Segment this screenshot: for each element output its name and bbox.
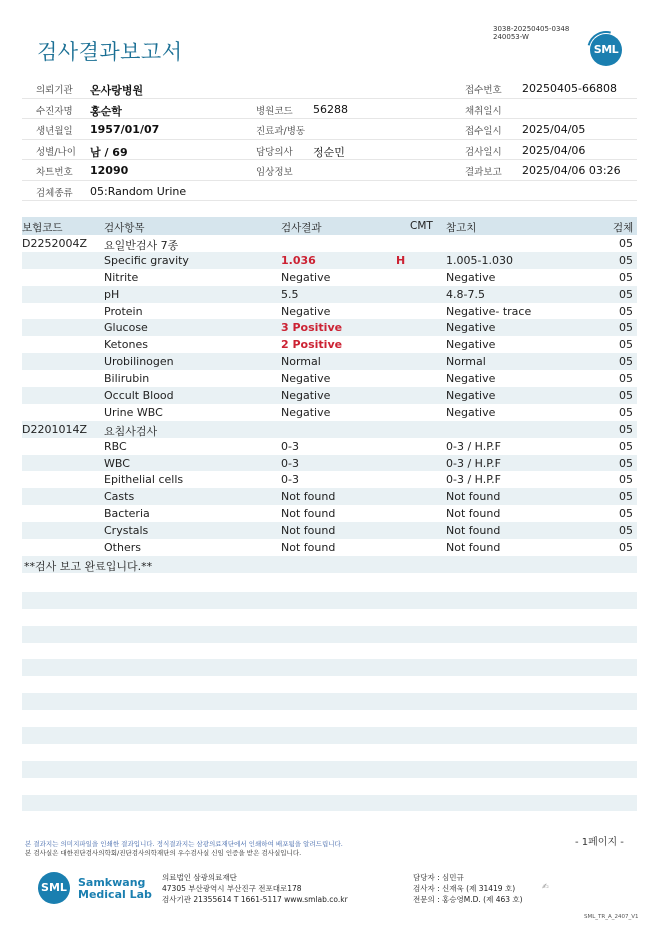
cell-ref: Negative — [446, 389, 496, 403]
cell-specimen: 05 — [619, 338, 633, 352]
table-row — [22, 505, 637, 522]
info-row — [22, 78, 637, 99]
cell-code: D2201014Z — [22, 422, 87, 436]
blank-row — [22, 778, 637, 795]
cell-specimen: 05 — [619, 490, 633, 504]
table-row — [22, 539, 637, 556]
info-label: 임상정보 — [256, 167, 293, 178]
info-value: 20250405-66808 — [522, 82, 617, 95]
cell-specimen: 05 — [619, 270, 633, 284]
blank-row — [22, 761, 637, 778]
header-cmt: CMT — [410, 220, 433, 232]
results-table — [22, 217, 637, 573]
footer-staff — [413, 872, 523, 905]
cell-ref: Negative — [446, 338, 496, 352]
cell-item: Others — [104, 541, 141, 555]
cell-result: Not found — [281, 541, 336, 555]
staff-line1: 담당자 : 심민규 — [413, 873, 464, 882]
cell-ref: Negative — [446, 372, 496, 386]
info-row — [22, 160, 637, 181]
form-number: SML_TR_A_2407_V1 — [584, 914, 639, 920]
table-row — [22, 235, 637, 252]
info-label: 생년월일 — [36, 126, 73, 137]
note-2: 본 검사실은 대한진단검사의학회/진단검사의학재단의 우수검사실 신임 인증을 받은 검사실입니다. — [25, 849, 302, 857]
cell-ref: Not found — [446, 507, 501, 521]
cell-specimen: 05 — [619, 253, 633, 267]
cell-item: Crystals — [104, 524, 149, 538]
blank-row — [22, 795, 637, 812]
info-value: 온사랑병원 — [90, 84, 144, 97]
doc-code-line1: 3038-20250405-0348 — [493, 25, 570, 33]
footer-brand — [78, 877, 152, 901]
cell-ref: 0-3 / H.P.F — [446, 456, 501, 470]
cell-item: Urobilinogen — [104, 355, 174, 369]
org-line2: 47305 부산광역시 부산진구 전포대로178 — [162, 884, 302, 893]
header-code: 보험코드 — [22, 222, 63, 234]
sml-logo-icon — [590, 34, 622, 66]
info-label: 검체종류 — [36, 187, 73, 199]
info-value: 2025/04/06 03:26 — [522, 164, 621, 177]
blank-row — [22, 727, 637, 744]
info-row — [22, 181, 637, 202]
footer-organization — [162, 872, 348, 905]
table-row — [22, 471, 637, 488]
cell-specimen: 05 — [619, 287, 633, 301]
cell-specimen: 05 — [619, 355, 633, 369]
cell-specimen: 05 — [619, 321, 633, 335]
cell-result: Negative — [281, 372, 331, 386]
table-row — [22, 455, 637, 472]
cell-result: Not found — [281, 490, 336, 504]
cell-item: pH — [104, 287, 120, 301]
cell-result: Normal — [281, 355, 321, 369]
cell-item: Epithelial cells — [104, 473, 184, 487]
cell-ref: 0-3 / H.P.F — [446, 439, 501, 453]
cell-ref: 1.005-1.030 — [446, 253, 513, 267]
complete-note: **검사 보고 완료입니다.** — [24, 559, 153, 573]
org-line1: 의료법인 삼광의료재단 — [162, 873, 237, 882]
cell-result: Negative — [281, 270, 331, 284]
info-value: 1957/01/07 — [90, 123, 160, 136]
cell-specimen: 05 — [619, 541, 633, 555]
info-value: 12090 — [90, 164, 129, 177]
signature-icon: ✍ — [542, 882, 549, 891]
table-row — [22, 303, 637, 320]
info-label: 접수일시 — [465, 126, 502, 137]
cell-result: 0-3 — [281, 456, 299, 470]
info-label: 접수번호 — [465, 85, 502, 96]
table-row — [22, 488, 637, 505]
table-body — [22, 235, 637, 556]
org-line3: 검사기관 21355614 T 1661-5117 www.smlab.co.kr — [162, 895, 348, 904]
note-1: 본 결과지는 의미지파일을 인쇄한 결과입니다. 정식결과지는 삼광의료재단에서 인쇄하여 배포됨을 알려드립니다. — [25, 840, 343, 848]
blank-row — [22, 592, 637, 609]
cell-item: Bacteria — [104, 507, 150, 521]
cell-specimen: 05 — [619, 507, 633, 521]
info-label: 병원코드 — [256, 105, 293, 117]
cell-ref: 4.8-7.5 — [446, 287, 485, 301]
info-value: 56288 — [313, 102, 348, 116]
info-value: 정순민 — [313, 145, 345, 159]
blank-row — [22, 609, 637, 626]
cell-specimen: 05 — [619, 422, 633, 436]
blank-row — [22, 744, 637, 761]
cell-result: 3 Positive — [281, 321, 343, 335]
cell-item: RBC — [104, 439, 127, 453]
blank-row — [22, 626, 637, 643]
cell-ref: Normal — [446, 355, 486, 369]
cell-result: 2 Positive — [281, 338, 343, 352]
logo-text: SML — [593, 43, 619, 56]
sml-footer-logo-icon — [38, 872, 70, 904]
page-title: 검사결과보고서 — [37, 40, 183, 64]
cell-cmt: H — [396, 253, 406, 267]
cell-specimen: 05 — [619, 372, 633, 386]
cell-result: Negative — [281, 389, 331, 403]
cell-specimen: 05 — [619, 237, 633, 250]
table-row — [22, 286, 637, 303]
cell-item: 요일반검사 7종 — [104, 239, 179, 252]
document-code — [493, 25, 569, 41]
blank-row — [22, 693, 637, 710]
table-row — [22, 421, 637, 438]
info-label: 채취일시 — [465, 105, 502, 117]
info-label: 성별/나이 — [36, 146, 76, 158]
table-row — [22, 336, 637, 353]
header-spec: 검체 — [613, 222, 634, 234]
cell-item: Bilirubin — [104, 372, 150, 386]
doc-code-line2: 240053-W — [493, 33, 529, 41]
cell-ref: Negative — [446, 270, 496, 284]
cell-item: Ketones — [104, 338, 148, 352]
blank-row — [22, 659, 637, 676]
cell-result: 0-3 — [281, 439, 299, 453]
info-label: 결과보고 — [465, 167, 502, 178]
footer-logo-text: SML — [41, 881, 67, 894]
cell-specimen: 05 — [619, 456, 633, 470]
blank-row — [22, 575, 637, 592]
cell-ref: Not found — [446, 524, 501, 538]
header-result: 검사결과 — [281, 222, 322, 234]
staff-line3: 전문의 : 홍승영M.D. (제 463 호) — [413, 895, 523, 904]
cell-specimen: 05 — [619, 439, 633, 453]
patient-info — [22, 78, 637, 201]
staff-line2: 검사자 : 신재욱 (제 31419 호) — [413, 884, 516, 893]
info-label: 차트번호 — [36, 167, 73, 178]
cell-result: Negative — [281, 304, 331, 318]
brand-line2: Medical Lab — [78, 888, 152, 901]
table-row — [22, 319, 637, 336]
cell-specimen: 05 — [619, 473, 633, 487]
cell-item: Casts — [104, 490, 135, 504]
cell-ref: 0-3 / H.P.F — [446, 473, 501, 487]
cell-ref: Negative — [446, 405, 496, 419]
cell-item: 요침사검사 — [104, 424, 158, 438]
table-row — [22, 353, 637, 370]
cell-ref: Negative- trace — [446, 304, 532, 318]
cell-item: Protein — [104, 304, 143, 318]
blank-row — [22, 643, 637, 660]
info-value: 05:Random Urine — [90, 184, 187, 198]
cell-item: Glucose — [104, 321, 148, 335]
cell-ref: Negative — [446, 321, 496, 335]
info-row — [22, 119, 637, 140]
info-label: 검사일시 — [465, 146, 502, 158]
table-row — [22, 404, 637, 421]
blank-row — [22, 710, 637, 727]
info-label: 수진자명 — [36, 105, 73, 117]
cell-result: 1.036 — [281, 253, 316, 267]
cell-specimen: 05 — [619, 389, 633, 403]
cell-specimen: 05 — [619, 304, 633, 318]
cell-result: 0-3 — [281, 473, 299, 487]
complete-note-row — [22, 556, 637, 573]
table-row — [22, 387, 637, 404]
cell-item: Urine WBC — [104, 405, 163, 419]
header-item: 검사항목 — [104, 222, 145, 234]
cell-item: Occult Blood — [104, 389, 174, 403]
header-ref: 참고치 — [446, 222, 477, 234]
table-row — [22, 438, 637, 455]
info-row — [22, 99, 637, 120]
info-value: 홍순학 — [90, 104, 122, 118]
info-label: 담당의사 — [256, 146, 293, 158]
table-header — [22, 217, 637, 235]
cell-ref: Not found — [446, 541, 501, 555]
cell-ref: Not found — [446, 490, 501, 504]
cell-result: Negative — [281, 405, 331, 419]
cell-result: Not found — [281, 507, 336, 521]
info-row — [22, 140, 637, 161]
cell-specimen: 05 — [619, 405, 633, 419]
cell-code: D2252004Z — [22, 237, 87, 250]
page-number: - 1페이지 - — [575, 837, 624, 848]
table-row — [22, 269, 637, 286]
info-label: 진료과/병동 — [256, 126, 306, 137]
cell-specimen: 05 — [619, 524, 633, 538]
info-label: 의뢰기관 — [36, 85, 73, 96]
cell-item: Specific gravity — [104, 253, 189, 267]
footer-notes — [25, 840, 343, 858]
info-value: 2025/04/06 — [522, 143, 586, 157]
blank-rows — [22, 575, 637, 811]
table-row — [22, 252, 637, 269]
brand-line1: Samkwang — [78, 876, 146, 889]
blank-row — [22, 676, 637, 693]
cell-result: Not found — [281, 524, 336, 538]
info-value: 2025/04/05 — [522, 123, 586, 136]
table-row — [22, 370, 637, 387]
cell-result: 5.5 — [281, 287, 299, 301]
cell-item: WBC — [104, 456, 130, 470]
info-value: 남 / 69 — [90, 145, 128, 159]
table-row — [22, 522, 637, 539]
cell-item: Nitrite — [104, 270, 139, 284]
